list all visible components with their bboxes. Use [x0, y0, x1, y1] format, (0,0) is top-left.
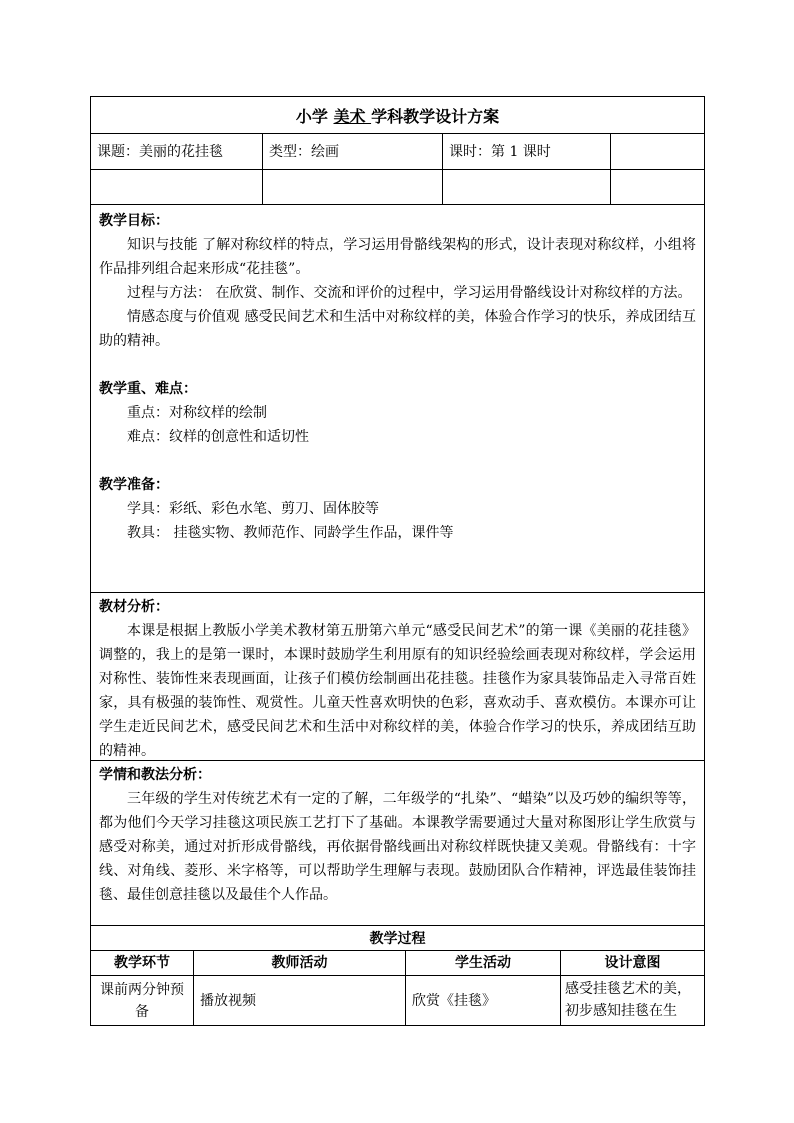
material-analysis-heading: 教材分析：: [99, 599, 169, 615]
goal-item: 知识与技能 了解对称纹样的特点，学习运用骨骼线架构的形式，设计表现对称纹样，小组将作品排列组合起来形成“花挂毯”。: [99, 237, 696, 277]
extra-cell: [610, 134, 704, 169]
goal-item: 情感态度与价值观 感受民间艺术和生活中对称纹样的美，体验合作学习的快乐，养成团结互助的精神。: [99, 309, 696, 349]
material-analysis-text: 本课是根据上教版小学美术教材第五册第六单元“感受民间艺术”的第一课《美丽的花挂毯》调整的，我上的是第一课时，本课时鼓励学生利用原有的知识经验绘画表现对称纹样，学会运用对称性、装饰性来表现画面，让孩子们模仿绘制画出花挂毯。挂毯作为家具装饰品走入寻常百姓家，具有极强的装饰性、观赏性。儿童天性喜欢明快的色彩，喜欢动手、喜欢模仿。本课亦可让学生走近民间艺术，感受民间艺术和生活中对称纹样的美，体验合作学习的快乐，养成团结互助的精神。: [99, 623, 696, 759]
goals-heading: 教学目标：: [99, 213, 169, 229]
key-points-heading: 教学重、难点：: [99, 381, 197, 397]
spacer: [99, 353, 696, 377]
blank-cell-4: [610, 170, 704, 204]
title-subject: 美术: [333, 106, 372, 126]
key-point-item: 难点：纹样的创意性和适切性: [127, 429, 309, 445]
material-analysis-section: [91, 592, 704, 760]
process-heading-row: [91, 925, 704, 950]
stage-cell: 课前两分钟预备: [100, 981, 184, 1020]
key-point-item: 重点：对称纹样的绘制: [127, 405, 267, 421]
student-analysis-text: 三年级的学生对传统艺术有一定的了解，二年级学的“扎染”、“蜡染”以及巧妙的编织等等，都为他们今天学习挂毯这项民族工艺打下了基础。本课教学需要通过大量对称图形让学生欣赏与感受对称美，通过对折形成骨骼线，再依据骨骼线画出对称纹样既快捷又美观。骨骼线有：十字线、对角线、菱形、米字格等，可以帮助学生理解与表现。鼓励团队合作精神，评选最佳装饰挂毯、最佳创意挂毯以及最佳个人作品。: [99, 791, 696, 903]
column-header: 设计意图: [560, 951, 704, 975]
student-analysis-block: [91, 761, 704, 925]
page-title: [296, 104, 499, 127]
type-cell: 类型：绘画: [262, 134, 442, 169]
table-row: [91, 975, 704, 1025]
title-row: [91, 97, 704, 133]
preparation-heading: 教学准备：: [99, 477, 169, 493]
column-header: 教师活动: [193, 951, 405, 975]
preparation-item: 学具：彩纸、彩色水笔、剪刀、固体胶等: [127, 501, 379, 517]
column-header: 教学环节: [114, 955, 170, 971]
blank-cell-1: [91, 170, 262, 204]
teacher-activity-cell: 播放视频: [193, 976, 405, 1025]
design-intent-cell: 感受挂毯艺术的美，初步感知挂毯在生: [560, 976, 704, 1025]
student-activity-cell: 欣赏《挂毯》: [405, 976, 560, 1025]
goals-block: [91, 205, 704, 592]
process-header-row: [91, 950, 704, 975]
title-prefix: 小学: [295, 106, 334, 126]
material-analysis-block: [91, 593, 704, 760]
goal-item: 过程与方法： 在欣赏、制作、交流和评价的过程中，学习运用骨骼线设计对称纹样的方法。: [127, 285, 692, 301]
student-analysis-section: [91, 760, 704, 925]
blank-cell-2: [262, 170, 442, 204]
lesson-plan-table: [90, 96, 705, 1026]
goals-section: [91, 204, 704, 592]
blank-cell-3: [442, 170, 610, 204]
blank-row: [91, 169, 704, 204]
info-row: [91, 133, 704, 169]
column-header: 学生活动: [405, 951, 560, 975]
process-heading: 教学过程: [369, 931, 426, 947]
title-suffix: 学科教学设计方案: [371, 106, 500, 126]
preparation-item: 教具： 挂毯实物、教师范作、同龄学生作品，课件等: [127, 525, 454, 541]
student-analysis-heading: 学情和教法分析：: [99, 767, 211, 783]
spacer: [99, 449, 696, 473]
topic-cell: 课题：美丽的花挂毯: [97, 143, 223, 160]
period-cell: 课时：第 1 课时: [442, 134, 610, 169]
